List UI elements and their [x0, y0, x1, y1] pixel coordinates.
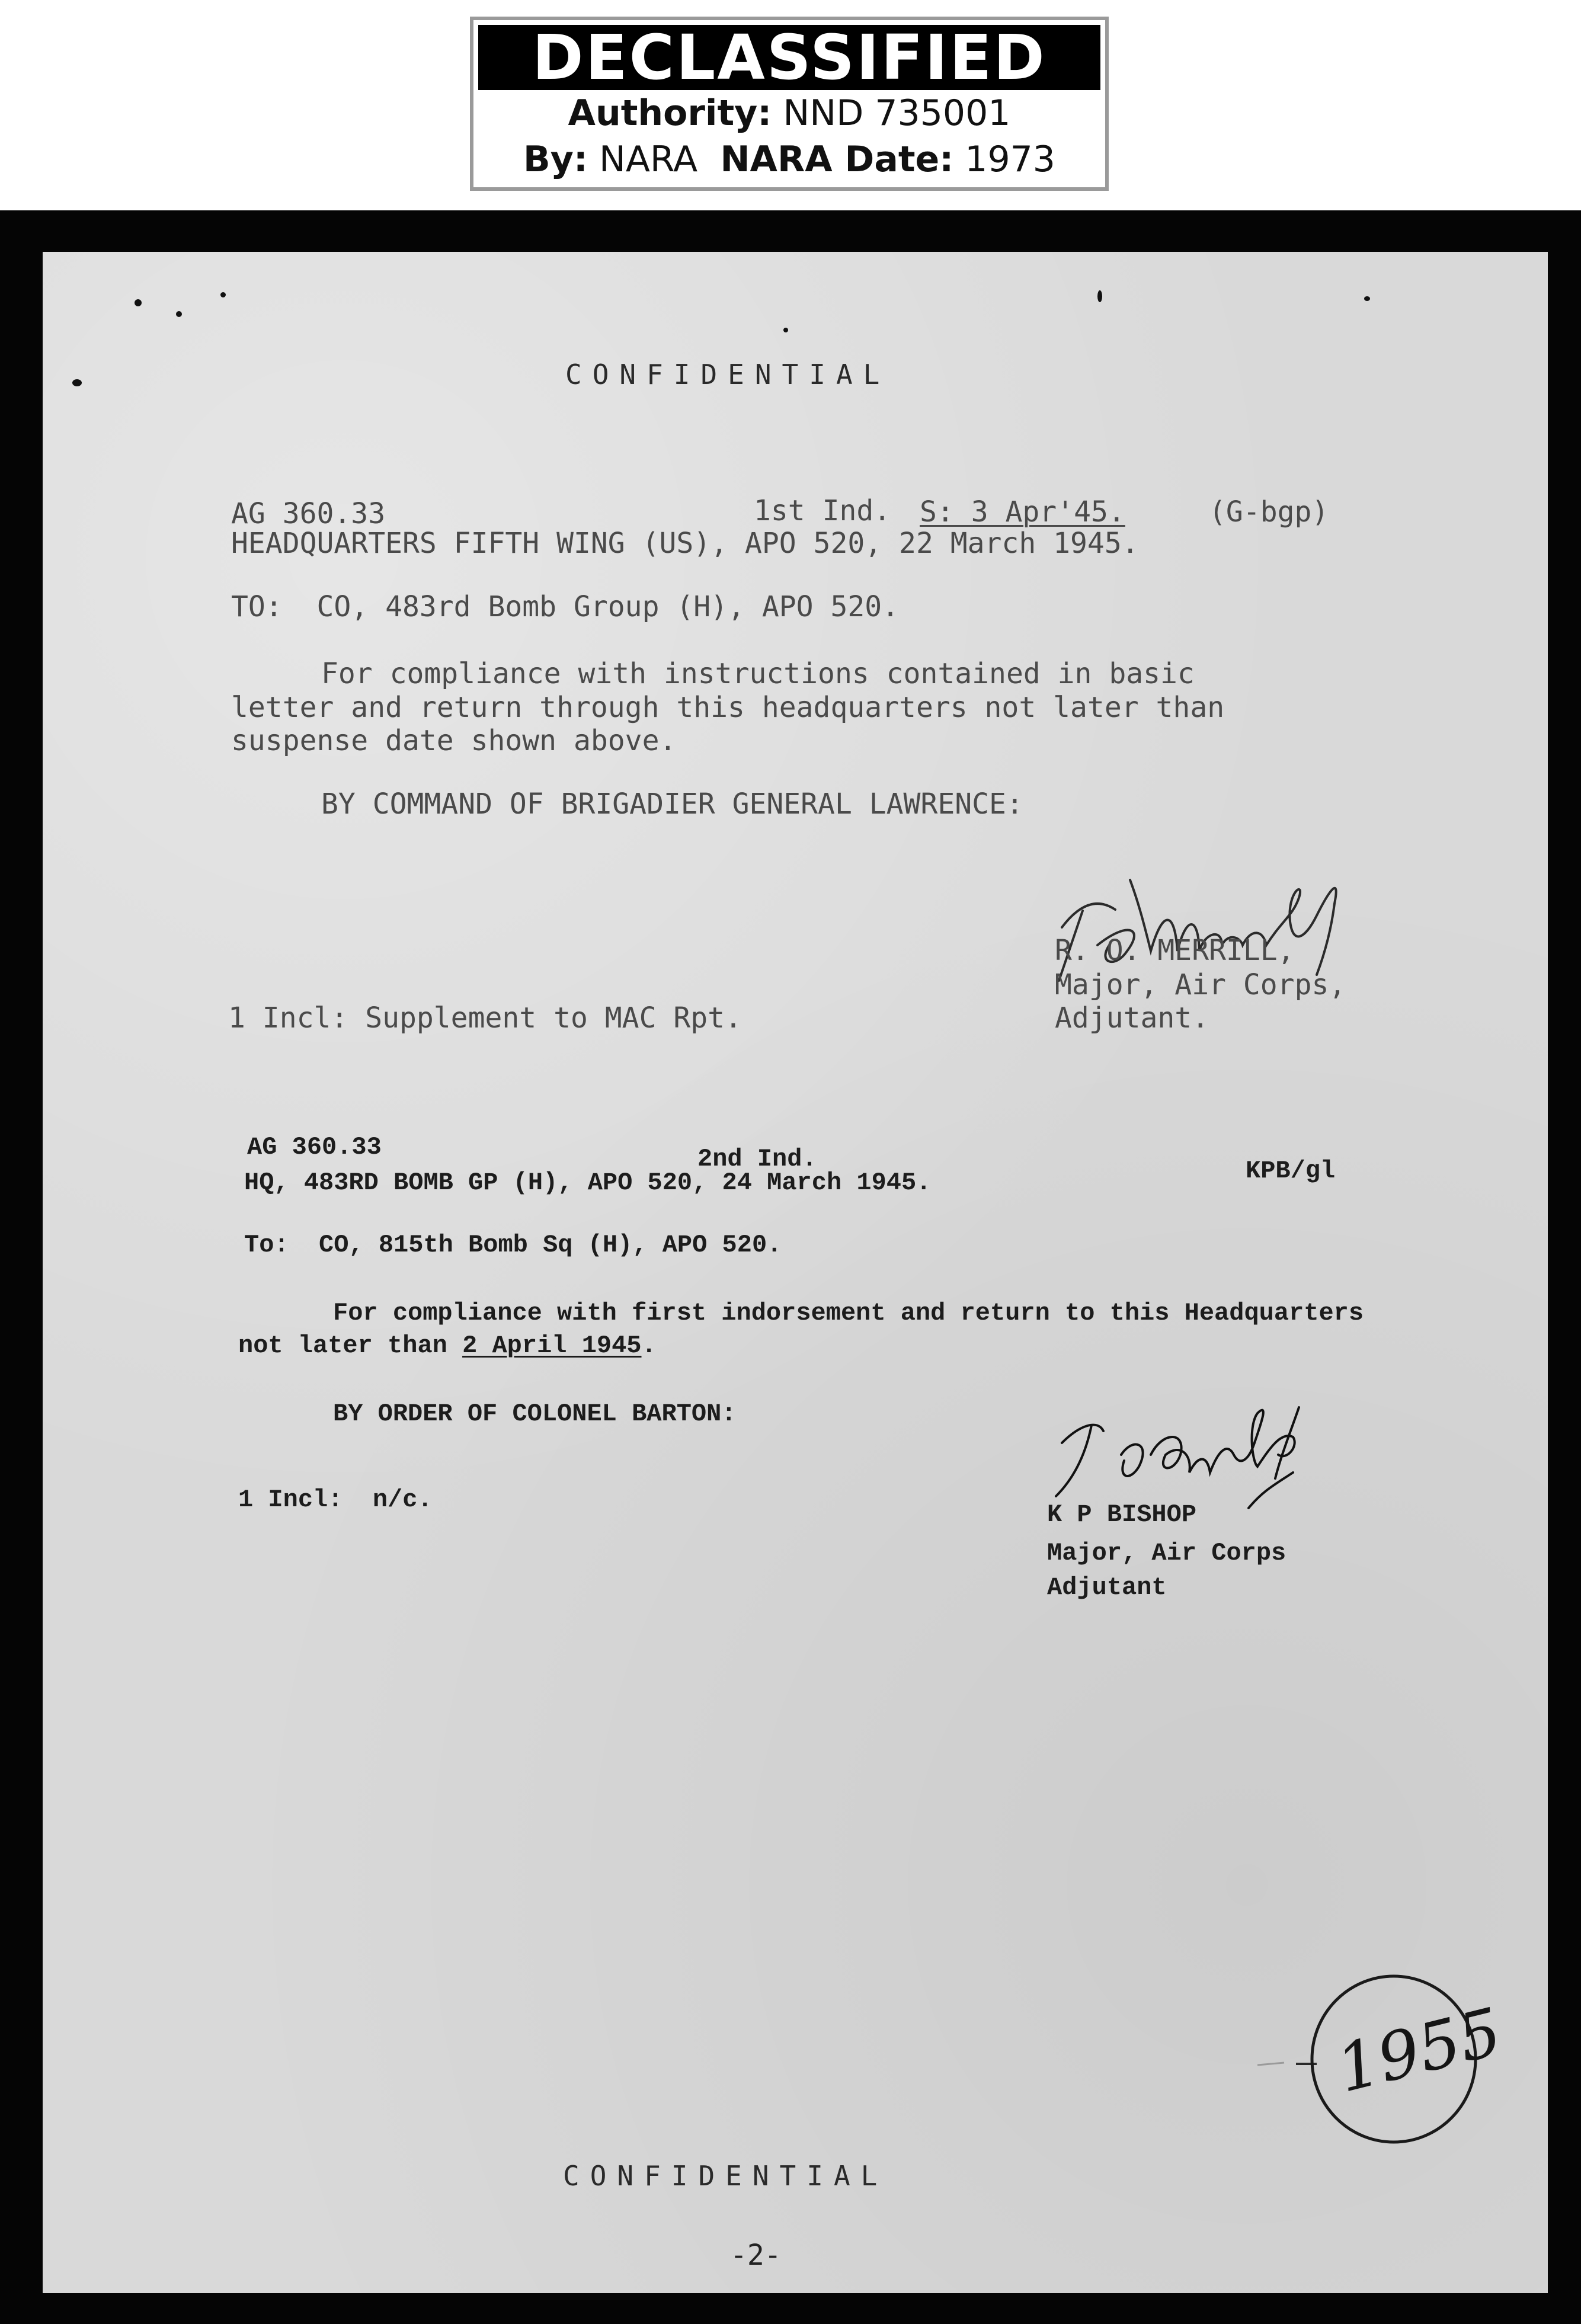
- second-ind-due-date: 2 April 1945: [462, 1331, 642, 1360]
- first-ind-body-line2: letter and return through this headquarters not later than: [231, 691, 1225, 724]
- first-ind-file-ref: AG 360.33: [231, 497, 386, 530]
- first-ind-command-line: BY COMMAND OF BRIGADIER GENERAL LAWRENCE:: [321, 788, 1023, 821]
- second-ind-to: To: CO, 815th Bomb Sq (H), APO 520.: [244, 1231, 782, 1259]
- first-ind-inclosure: 1 Incl: Supplement to MAC Rpt.: [228, 1001, 742, 1035]
- stamp-authority-value: NND 735001: [783, 92, 1011, 134]
- stamp-authority-label: Authority:: [568, 92, 772, 134]
- second-ind-file-ref: AG 360.33: [247, 1133, 382, 1161]
- footer-classification: CONFIDENTIAL: [563, 2160, 888, 2192]
- stamp-date-value: 1973: [965, 139, 1055, 180]
- circled-file-number: [1240, 1952, 1509, 2148]
- first-ind-signer-rank: Major, Air Corps,: [1055, 968, 1346, 1001]
- stamp-date-label: NARA Date:: [720, 139, 954, 180]
- dust-speck: [783, 328, 788, 332]
- dust-speck: [72, 379, 82, 386]
- second-ind-body-line1: For compliance with first indorsement and return to this Headquarters: [333, 1299, 1364, 1327]
- first-ind-signer-title: Adjutant.: [1055, 1001, 1209, 1035]
- document-page: [43, 252, 1548, 2293]
- second-ind-label: 2nd Ind.: [697, 1145, 817, 1173]
- first-ind-body-line3: suspense date shown above.: [231, 724, 677, 757]
- stamp-authority-line: [473, 92, 1105, 134]
- page-number: -2-: [730, 2239, 782, 2272]
- first-ind-signer-name: R. O. MERRILL,: [1055, 934, 1295, 967]
- first-ind-label: 1st Ind.: [754, 494, 891, 527]
- first-ind-body-line1: For compliance with instructions contained in basic: [321, 657, 1195, 690]
- dust-speck: [220, 292, 226, 297]
- stamp-by-value: NARA: [599, 139, 698, 180]
- second-ind-signer-name: K P BISHOP: [1047, 1500, 1197, 1529]
- second-ind-signer-rank: Major, Air Corps: [1047, 1539, 1286, 1567]
- dust-speck: [1097, 290, 1102, 302]
- stamp-title: DECLASSIFIED: [478, 25, 1100, 90]
- scan-frame: [0, 210, 1581, 2324]
- second-ind-origin: HQ, 483RD BOMB GP (H), APO 520, 24 March 1945.: [244, 1169, 932, 1197]
- second-ind-body-line2-prefix: not later than: [238, 1331, 463, 1360]
- second-ind-order-line: BY ORDER OF COLONEL BARTON:: [333, 1400, 737, 1428]
- handwritten-number: 1955: [1329, 1993, 1509, 2107]
- declassification-stamp: [470, 17, 1109, 191]
- first-ind-initials: (G-bgp): [1209, 495, 1329, 529]
- second-ind-body-line2: [238, 1330, 657, 1361]
- stamp-by-label: By:: [523, 139, 588, 180]
- header-classification: CONFIDENTIAL: [565, 358, 891, 390]
- first-ind-origin: HEADQUARTERS FIFTH WING (US), APO 520, 22 March 1945.: [231, 527, 1139, 560]
- second-ind-inclosure: 1 Incl: n/c.: [238, 1486, 433, 1514]
- second-ind-body-line2-suffix: .: [641, 1331, 657, 1360]
- dust-speck: [1364, 296, 1370, 301]
- second-ind-signer-title: Adjutant: [1047, 1573, 1167, 1602]
- dust-speck: [135, 299, 142, 306]
- first-ind-suspense: S: 3 Apr'45.: [920, 495, 1125, 529]
- dust-speck: [176, 311, 182, 317]
- second-ind-initials: KPB/gl: [1246, 1157, 1336, 1185]
- first-ind-to: TO: CO, 483rd Bomb Group (H), APO 520.: [231, 590, 900, 623]
- stamp-by-line: [473, 139, 1105, 180]
